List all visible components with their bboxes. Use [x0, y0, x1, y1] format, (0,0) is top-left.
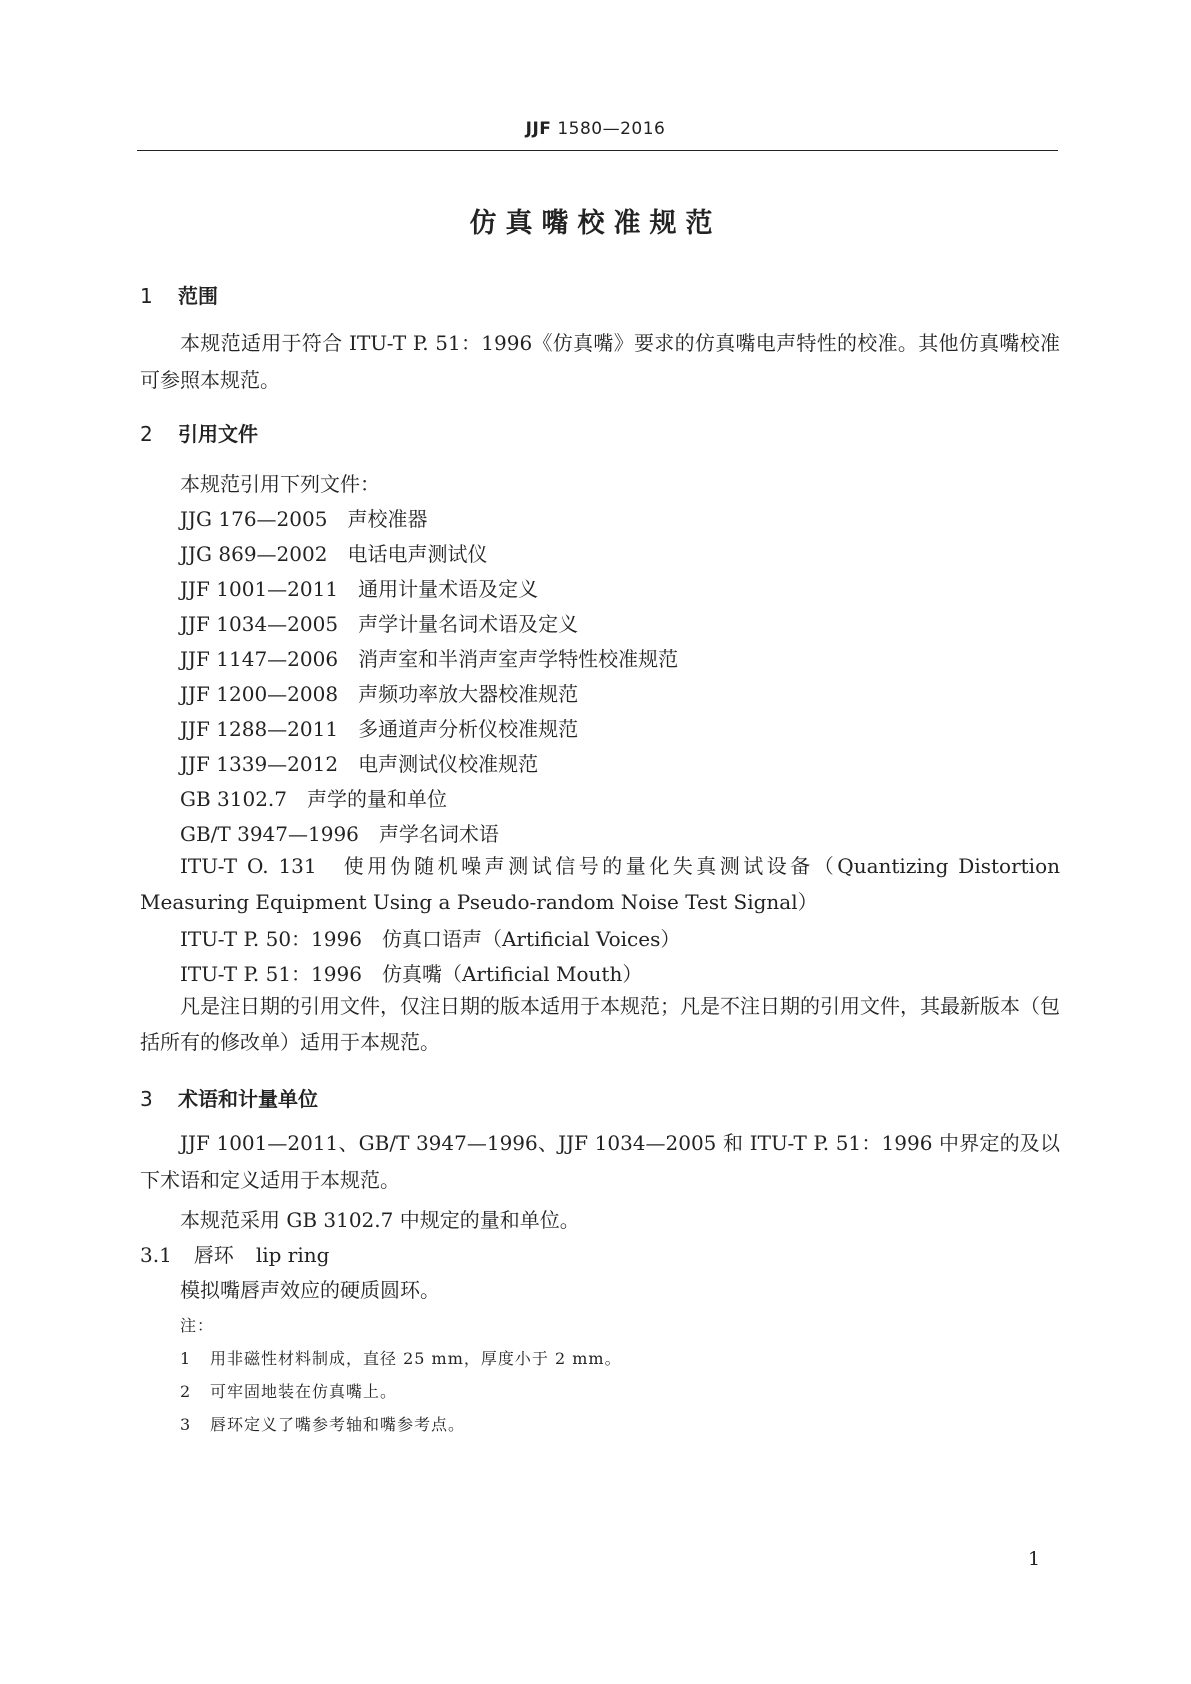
- term-zh: 唇环: [193, 1243, 234, 1267]
- section-number: 2: [140, 422, 153, 446]
- note-item: [180, 1346, 622, 1369]
- reference-item-itu-o131: ITU-T O. 131 使用伪随机噪声测试信号的量化失真测试设备（Quantizing Distortion Measuring Equipment Using a Pseudo-random Noise Test Signal）: [140, 854, 1060, 914]
- reference-item: JJF 1288—2011 多通道声分析仪校准规范: [180, 717, 579, 741]
- section-title: 范围: [178, 284, 218, 308]
- section-title: 术语和计量单位: [178, 1087, 318, 1111]
- section-3-paragraph-1: JJF 1001—2011、GB/T 3947—1996、JJF 1034—2005 和 ITU-T P. 51：1996 中界定的及以下术语和定义适用于本规范。: [140, 1131, 1060, 1192]
- references-closing-paragraph: 凡是注日期的引用文件，仅注日期的版本适用于本规范；凡是不注日期的引用文件，其最新版本（包括所有的修改单）适用于本规范。: [140, 994, 1060, 1054]
- reference-item: GB 3102.7 声学的量和单位: [180, 787, 448, 811]
- section-2-heading: [140, 418, 258, 447]
- section-3-paragraph-2: 本规范采用 GB 3102.7 中规定的量和单位。: [180, 1208, 580, 1232]
- section-title: 引用文件: [178, 422, 258, 446]
- note-label: 注：: [180, 1316, 215, 1335]
- page-title: 仿真嘴校准规范: [469, 208, 722, 239]
- reference-item: JJF 1001—2011 通用计量术语及定义: [180, 577, 539, 601]
- note-number: 3: [180, 1415, 192, 1434]
- references-intro: 本规范引用下列文件：: [180, 472, 380, 496]
- note-number: 1: [180, 1349, 192, 1368]
- note-number: 2: [180, 1382, 192, 1401]
- section-3-heading: [140, 1083, 318, 1112]
- code-prefix: JJF: [525, 119, 552, 139]
- document-code: [0, 119, 1191, 139]
- page-number: 1: [1028, 1548, 1041, 1570]
- reference-item-itu-p50: ITU-T P. 50：1996 仿真口语声（Artificial Voices）: [180, 927, 681, 951]
- reference-item: JJG 869—2002 电话电声测试仪: [180, 542, 488, 566]
- reference-item: JJF 1339—2012 电声测试仪校准规范: [180, 752, 539, 776]
- term-number: 3.1: [140, 1243, 172, 1267]
- reference-item: JJG 176—2005 声校准器: [180, 507, 428, 531]
- section-number: 1: [140, 284, 153, 308]
- note-text: 用非磁性材料制成，直径 25 mm，厚度小于 2 mm。: [210, 1349, 622, 1368]
- reference-item-itu-p51: ITU-T P. 51：1996 仿真嘴（Artificial Mouth）: [180, 962, 643, 986]
- code-number: 1580—2016: [557, 119, 666, 139]
- note-text: 可牢固地装在仿真嘴上。: [210, 1382, 398, 1401]
- note-item: [180, 1412, 465, 1435]
- note-item: [180, 1379, 397, 1402]
- section-1-paragraph: 本规范适用于符合 ITU-T P. 51：1996《仿真嘴》要求的仿真嘴电声特性的校准。其他仿真嘴校准可参照本规范。: [140, 331, 1060, 392]
- term-3-1: [140, 1239, 329, 1268]
- section-number: 3: [140, 1087, 153, 1111]
- section-1-heading: [140, 280, 218, 309]
- term-definition: 模拟嘴唇声效应的硬质圆环。: [180, 1278, 440, 1302]
- reference-item: JJF 1200—2008 声频功率放大器校准规范: [180, 682, 579, 706]
- reference-item: GB/T 3947—1996 声学名词术语: [180, 822, 499, 846]
- reference-item: JJF 1034—2005 声学计量名词术语及定义: [180, 612, 579, 636]
- reference-item: JJF 1147—2006 消声室和半消声室声学特性校准规范: [180, 647, 679, 671]
- term-en: lip ring: [255, 1243, 330, 1267]
- note-text: 唇环定义了嘴参考轴和嘴参考点。: [210, 1415, 466, 1434]
- header-rule: [137, 150, 1058, 151]
